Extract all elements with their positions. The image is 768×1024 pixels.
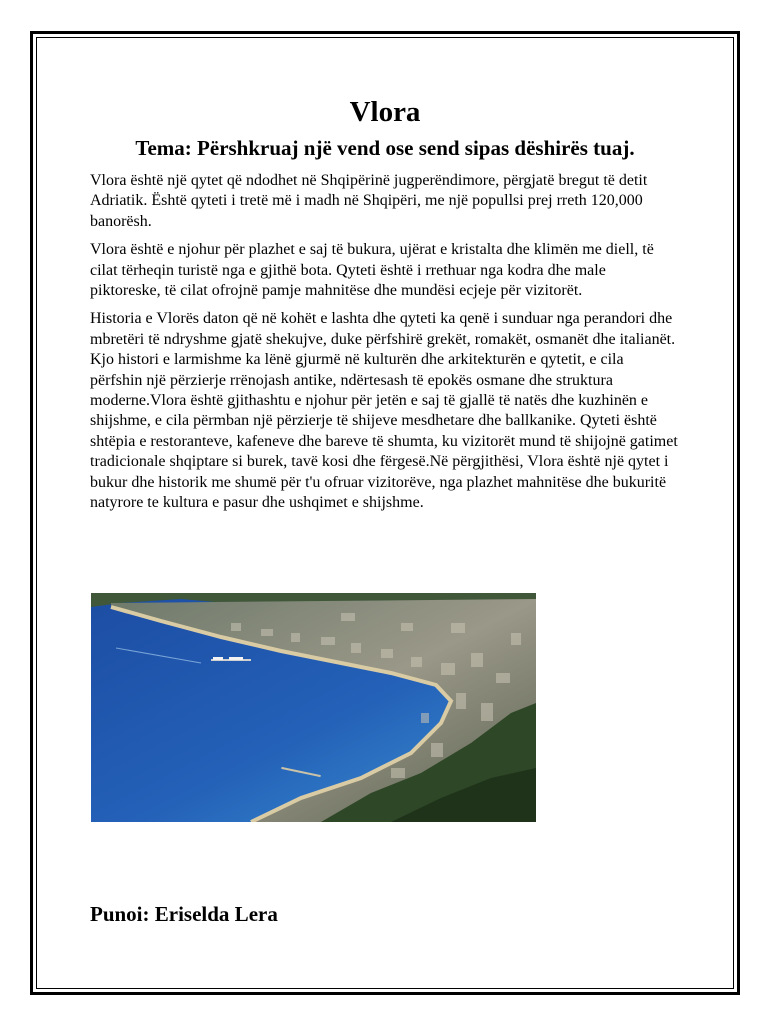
vlora-bay-photo: [91, 593, 536, 822]
paragraph-history: Historia e Vlorës daton që në kohët e lashta dhe qyteti ka qenë i sunduar nga perandori dhe mbretëri të ndryshme gjatë shekujve, duke përfshirë grekët, romakët, osmanët dhe italianët. Kjo histori e larmishme ka lënë gjurmë në kulturën dhe arkitekturën e qytetit, e cila përfshin një përzierje rrënojash antike, ndërtesash të epokës osmane dhe struktura moderne.Vlora është gjithashtu e njohur për jetën e saj të gjallë të natës dhe kuzhinën e shijshme, e cila përmban një përzierje të shijeve mesdhetare dhe ballkanike. Qyteti është shtëpia e restoranteve, kafeneve dhe bareve të shumta, ku vizitorët mund të shijojnë gatimet tradicionale shqiptare si burek, tavë kosi dhe fërgesë.Në përgjithësi, Vlora është një qytet i bukur dhe historik me shumë për t'u ofruar vizitorëve, nga plazhet mahnitëse dhe bukuritë natyrore te kultura e pasur dhe ushqimet e shijshme.: [90, 310, 678, 512]
ship: [213, 657, 223, 660]
document-body: [90, 92, 680, 522]
document-subtitle: Tema: Përshkruaj një vend ose send sipas dëshirës tuaj.: [135, 136, 635, 160]
paragraph-intro: Vlora është një qytet që ndodhet në Shqipërinë jugperëndimore, përgjatë bregut të detit Adriatik. Është qyteti i tretë më i madh në Shqipëri, me një popullsi prej rreth 120,000 banorësh.: [90, 172, 648, 230]
document-title: Vlora: [349, 96, 421, 128]
paragraph-nature: Vlora është e njohur për plazhet e saj të bukura, ujërat e kristalta dhe klimën me diell, të cilat tërheqin turistë nga e gjithë bota. Qyteti është i rrethuar nga kodra dhe male piktoreske, të cilat ofrojnë pamje mahnitëse dhe mundësi ecjeje për vizitorët.: [90, 241, 654, 300]
author-credit: Punoi: Eriselda Lera: [90, 902, 278, 926]
